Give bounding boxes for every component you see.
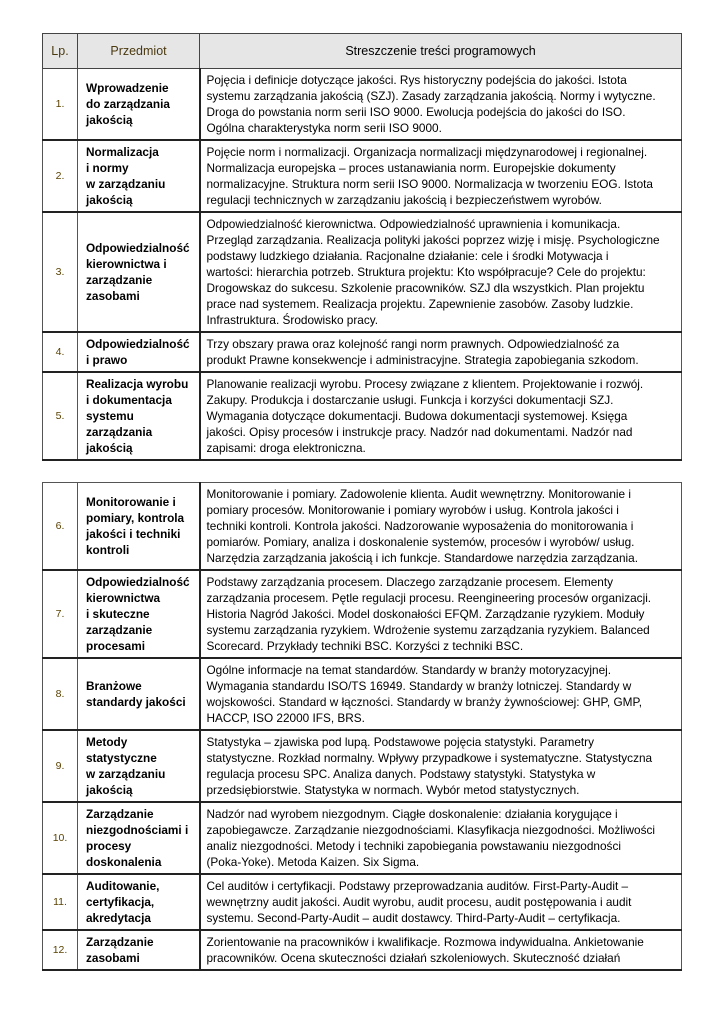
subject-line: zasobami bbox=[86, 951, 140, 965]
description-line: Wymagania dotyczące dokumentacji. Budowa dokumentacji systemowej. Księga bbox=[206, 409, 628, 423]
description-line: normalizacyjne. Struktura norm serii ISO 9000. Normalizacja w tworzeniu EOG. Istota bbox=[206, 177, 653, 191]
subject-line: Odpowiedzialność bbox=[86, 575, 190, 589]
subject-line: i prawo bbox=[86, 353, 128, 367]
description-line: Zorientowanie na pracowników i kwalifikacje. Rozmowa indywidualna. Ankietowanie bbox=[206, 935, 644, 949]
description-line: Droga do powstania norm serii ISO 9000. Ewolucja podejścia do jakości do ISO. bbox=[206, 105, 626, 119]
table-row bbox=[43, 570, 682, 658]
description-line: wojskowości. Standard w łączności. Standardy w branży żywnościowej: GHP, GMP, bbox=[206, 695, 643, 709]
description-line: Przegląd zarządzania. Realizacja polityki jakości poprzez wizję i misję. Psychologiczne bbox=[206, 233, 660, 247]
description-line: Wymagania standardu ISO/TS 16949. Standardy w branży lotniczej. Standardy w bbox=[206, 679, 632, 693]
subject-line: jakością bbox=[86, 193, 133, 207]
subject-line: jakością bbox=[86, 783, 133, 797]
row-number: 10. bbox=[43, 802, 78, 874]
description-line: Monitorowanie i pomiary. Zadowolenie klienta. Audit wewnętrzny. Monitorowanie i bbox=[206, 487, 631, 501]
description-cell bbox=[200, 483, 682, 571]
table-row bbox=[43, 730, 682, 802]
subject-cell bbox=[78, 212, 200, 332]
row-number: 3. bbox=[43, 212, 78, 332]
subject-cell bbox=[78, 730, 200, 802]
subject-cell bbox=[78, 483, 200, 571]
subject-line: doskonalenia bbox=[86, 855, 162, 869]
description-cell bbox=[200, 874, 682, 930]
subject-line: Metody bbox=[86, 735, 128, 749]
row-number: 4. bbox=[43, 332, 78, 372]
description-line: pomiarów. Pomiary, analiza i doskonalenie systemów, procesów i wyrobów/ usług. bbox=[206, 535, 635, 549]
table-row bbox=[43, 69, 682, 141]
description-cell bbox=[200, 802, 682, 874]
table-row bbox=[43, 874, 682, 930]
subject-line: i skuteczne bbox=[86, 607, 150, 621]
table-header-row bbox=[43, 34, 682, 69]
description-line: Pojęcie norm i normalizacji. Organizacja normalizacji międzynarodowej i regionalnej. bbox=[206, 145, 648, 159]
description-line: Historia Nagród Jakości. Model doskonałości EFQM. Zarządzanie ryzykiem. Moduły bbox=[206, 607, 645, 621]
description-line: jakości. Opisy procesów i instrukcje pracy. Nadzór nad dokumentami. Nadzór nad bbox=[206, 425, 633, 439]
description-line: Zakupy. Produkcja i dostarczanie usługi. Funkcja i korzyści dokumentacji SZJ. bbox=[206, 393, 614, 407]
description-line: zapobiegawcze. Zarządzanie niezgodnościami. Klasyfikacja niezgodności. Możliwości bbox=[206, 823, 656, 837]
description-line: zapisami: droga elektroniczna. bbox=[206, 441, 366, 455]
subject-line: zarządzanie bbox=[86, 273, 153, 287]
description-line: pracowników. Ocena skuteczności działań szkoleniowych. Skuteczność działań bbox=[206, 951, 621, 965]
description-cell bbox=[200, 212, 682, 332]
description-cell bbox=[200, 930, 682, 970]
description-line: produkt Prawne konsekwencje i administracyjne. Strategia zapobiegania szkodom. bbox=[206, 353, 639, 367]
description-line: analiz niezgodności. Metody i techniki zapobiegania powstawaniu niezgodności bbox=[206, 839, 621, 853]
subject-line: zasobami bbox=[86, 289, 140, 303]
subject-line: w zarządzaniu bbox=[86, 177, 166, 191]
description-line: podstawy ludzkiego działania. Racjonalne działanie: cele i środki Motywacja i bbox=[206, 249, 609, 263]
description-line: Drogowskaz do sukcesu. Szkolenie pracowników. SZJ dla wszystkich. Plan projektu bbox=[206, 281, 645, 295]
description-line: przedsiębiorstwie. Statystyka w normach. Wybór metod statystycznych. bbox=[206, 783, 580, 797]
subject-line: jakością bbox=[86, 113, 133, 127]
table-row bbox=[43, 332, 682, 372]
subject-line: Auditowanie, bbox=[86, 879, 160, 893]
subject-line: standardy jakości bbox=[86, 695, 186, 709]
subject-cell bbox=[78, 930, 200, 970]
subject-line: Odpowiedzialność bbox=[86, 241, 190, 255]
description-line: Scorecard. Przykłady techniki BSC. Korzyści z techniki BSC. bbox=[206, 639, 524, 653]
description-line: (Poka-Yoke). Metoda Kaizen. Six Sigma. bbox=[206, 855, 420, 869]
subject-cell bbox=[78, 69, 200, 141]
subject-line: Wprowadzenie bbox=[86, 81, 169, 95]
subject-line: kierownictwa bbox=[86, 591, 161, 605]
table-body-1 bbox=[43, 69, 682, 461]
description-line: Pojęcia i definicje dotyczące jakości. Rys historyczny podejścia do jakości. Istota bbox=[206, 73, 627, 87]
subject-line: w zarządzaniu bbox=[86, 767, 166, 781]
description-line: systemu zarządzania jakością (SZJ). Zasady zarządzania jakością. Normy i wytyczne. bbox=[206, 89, 656, 103]
subject-line: systemu bbox=[86, 409, 134, 423]
header-lp: Lp. bbox=[43, 34, 78, 69]
subject-line: akredytacja bbox=[86, 911, 151, 925]
subject-cell bbox=[78, 332, 200, 372]
subject-line: do zarządzania bbox=[86, 97, 170, 111]
description-cell bbox=[200, 332, 682, 372]
subject-line: pomiary, kontrola bbox=[86, 511, 185, 525]
description-cell bbox=[200, 658, 682, 730]
subject-line: Branżowe bbox=[86, 679, 142, 693]
subject-cell bbox=[78, 570, 200, 658]
description-line: Narzędzia zarządzania jakością i ich funkcje. Standardowe narzędzia zarządzania. bbox=[206, 551, 638, 565]
description-line: Ogólna charakterystyka norm serii ISO 9000. bbox=[206, 121, 442, 135]
syllabus-table-part-1 bbox=[42, 33, 682, 461]
row-number: 5. bbox=[43, 372, 78, 460]
syllabus-table-part-2 bbox=[42, 482, 682, 971]
subject-cell bbox=[78, 658, 200, 730]
description-line: regulacja procesu SPC. Analiza danych. Podstawy statystyki. Statystyka w bbox=[206, 767, 596, 781]
description-line: Nadzór nad wyrobem niezgodnym. Ciągłe doskonalenie: działania korygujące i bbox=[206, 807, 618, 821]
subject-cell bbox=[78, 802, 200, 874]
description-line: Ogólne informacje na temat standardów. Standardy w branży motoryzacyjnej. bbox=[206, 663, 612, 677]
subject-cell bbox=[78, 372, 200, 460]
table-row bbox=[43, 658, 682, 730]
row-number: 2. bbox=[43, 140, 78, 212]
row-number: 9. bbox=[43, 730, 78, 802]
row-number: 1. bbox=[43, 69, 78, 141]
table-row bbox=[43, 802, 682, 874]
description-line: regulacji technicznych w zarządzaniu jakością i bezpieczeństwem wyrobów. bbox=[206, 193, 602, 207]
description-line: Cel auditów i certyfikacji. Podstawy przeprowadzania auditów. First-Party-Audit – bbox=[206, 879, 629, 893]
subject-line: i normy bbox=[86, 161, 129, 175]
description-line: Normalizacja europejska – proces ustanawiania norm. Europejskie dokumenty bbox=[206, 161, 616, 175]
subject-line: jakości i techniki bbox=[86, 527, 181, 541]
subject-line: procesy bbox=[86, 839, 132, 853]
subject-line: statystyczne bbox=[86, 751, 157, 765]
subject-cell bbox=[78, 874, 200, 930]
subject-line: Monitorowanie i bbox=[86, 495, 176, 509]
description-line: Trzy obszary prawa oraz kolejność rangi norm prawnych. Odpowiedzialność za bbox=[206, 337, 620, 351]
header-summary: Streszczenie treści programowych bbox=[200, 34, 682, 69]
description-line: systemu. Second-Party-Audit – audit dostawcy. Third-Party-Audit – certyfikacja. bbox=[206, 911, 621, 925]
description-cell bbox=[200, 570, 682, 658]
description-line: Infrastruktura. Środowisko pracy. bbox=[206, 313, 379, 327]
description-cell bbox=[200, 730, 682, 802]
table-row bbox=[43, 140, 682, 212]
subject-line: Zarządzanie bbox=[86, 935, 154, 949]
subject-line: Realizacja wyrobu bbox=[86, 377, 189, 391]
row-number: 6. bbox=[43, 483, 78, 571]
description-line: zarządzania procesem. Pętle regulacji procesu. Reengineering procesów organizacji. bbox=[206, 591, 652, 605]
subject-line: Zarządzanie bbox=[86, 807, 154, 821]
subject-line: kierownictwa i bbox=[86, 257, 167, 271]
row-number: 12. bbox=[43, 930, 78, 970]
table-row bbox=[43, 483, 682, 571]
row-number: 8. bbox=[43, 658, 78, 730]
description-line: systemu zarządzania ryzykiem. Wdrożenie systemu zarządzania ryzykiem. Balanced bbox=[206, 623, 650, 637]
row-number: 11. bbox=[43, 874, 78, 930]
subject-line: jakością bbox=[86, 441, 133, 455]
description-line: Statystyka – zjawiska pod lupą. Podstawowe pojęcia statystyki. Parametry bbox=[206, 735, 595, 749]
subject-line: Normalizacja bbox=[86, 145, 159, 159]
subject-line: zarządzanie bbox=[86, 623, 153, 637]
row-number: 7. bbox=[43, 570, 78, 658]
table-row bbox=[43, 212, 682, 332]
subject-line: Odpowiedzialność bbox=[86, 337, 190, 351]
subject-line: procesami bbox=[86, 639, 146, 653]
description-line: prace nad systemem. Realizacja projektu. Zapewnienie zasobów. Zasoby ludzkie. bbox=[206, 297, 634, 311]
description-line: wewnętrzny audit jakości. Audit wyrobu, audit procesu, audit postępowania i audit bbox=[206, 895, 632, 909]
description-line: pomiary procesów. Monitorowanie i pomiary wyrobów i usług. Kontrola jakości i bbox=[206, 503, 619, 517]
description-line: Planowanie realizacji wyrobu. Procesy związane z klientem. Projektowanie i rozwój. bbox=[206, 377, 644, 391]
description-line: wartości: hierarchia potrzeb. Struktura projektu: Kto współpracuje? Cele do projektu: bbox=[206, 265, 646, 279]
description-line: Odpowiedzialność kierownictwa. Odpowiedzialność uprawnienia i komunikacja. bbox=[206, 217, 621, 231]
description-line: techniki kontroli. Kontrola jakości. Nadzorowanie wyposażenia do monitorowania i bbox=[206, 519, 634, 533]
subject-line: niezgodnościami i bbox=[86, 823, 189, 837]
subject-line: zarządzania bbox=[86, 425, 153, 439]
subject-line: i dokumentacja bbox=[86, 393, 172, 407]
table-body-2 bbox=[43, 483, 682, 971]
subject-line: kontroli bbox=[86, 543, 130, 557]
table-row bbox=[43, 930, 682, 970]
header-subject: Przedmiot bbox=[78, 34, 200, 69]
description-line: HACCP, ISO 22000 IFS, BRS. bbox=[206, 711, 365, 725]
subject-cell bbox=[78, 140, 200, 212]
description-cell bbox=[200, 372, 682, 460]
subject-line: certyfikacja, bbox=[86, 895, 155, 909]
description-cell bbox=[200, 69, 682, 141]
description-line: statystyczne. Rozkład normalny. Wpływy przypadkowe i systematyczne. Statystyczna bbox=[206, 751, 653, 765]
description-line: Podstawy zarządzania procesem. Dlaczego zarządzanie procesem. Elementy bbox=[206, 575, 614, 589]
table-row bbox=[43, 372, 682, 460]
description-cell bbox=[200, 140, 682, 212]
